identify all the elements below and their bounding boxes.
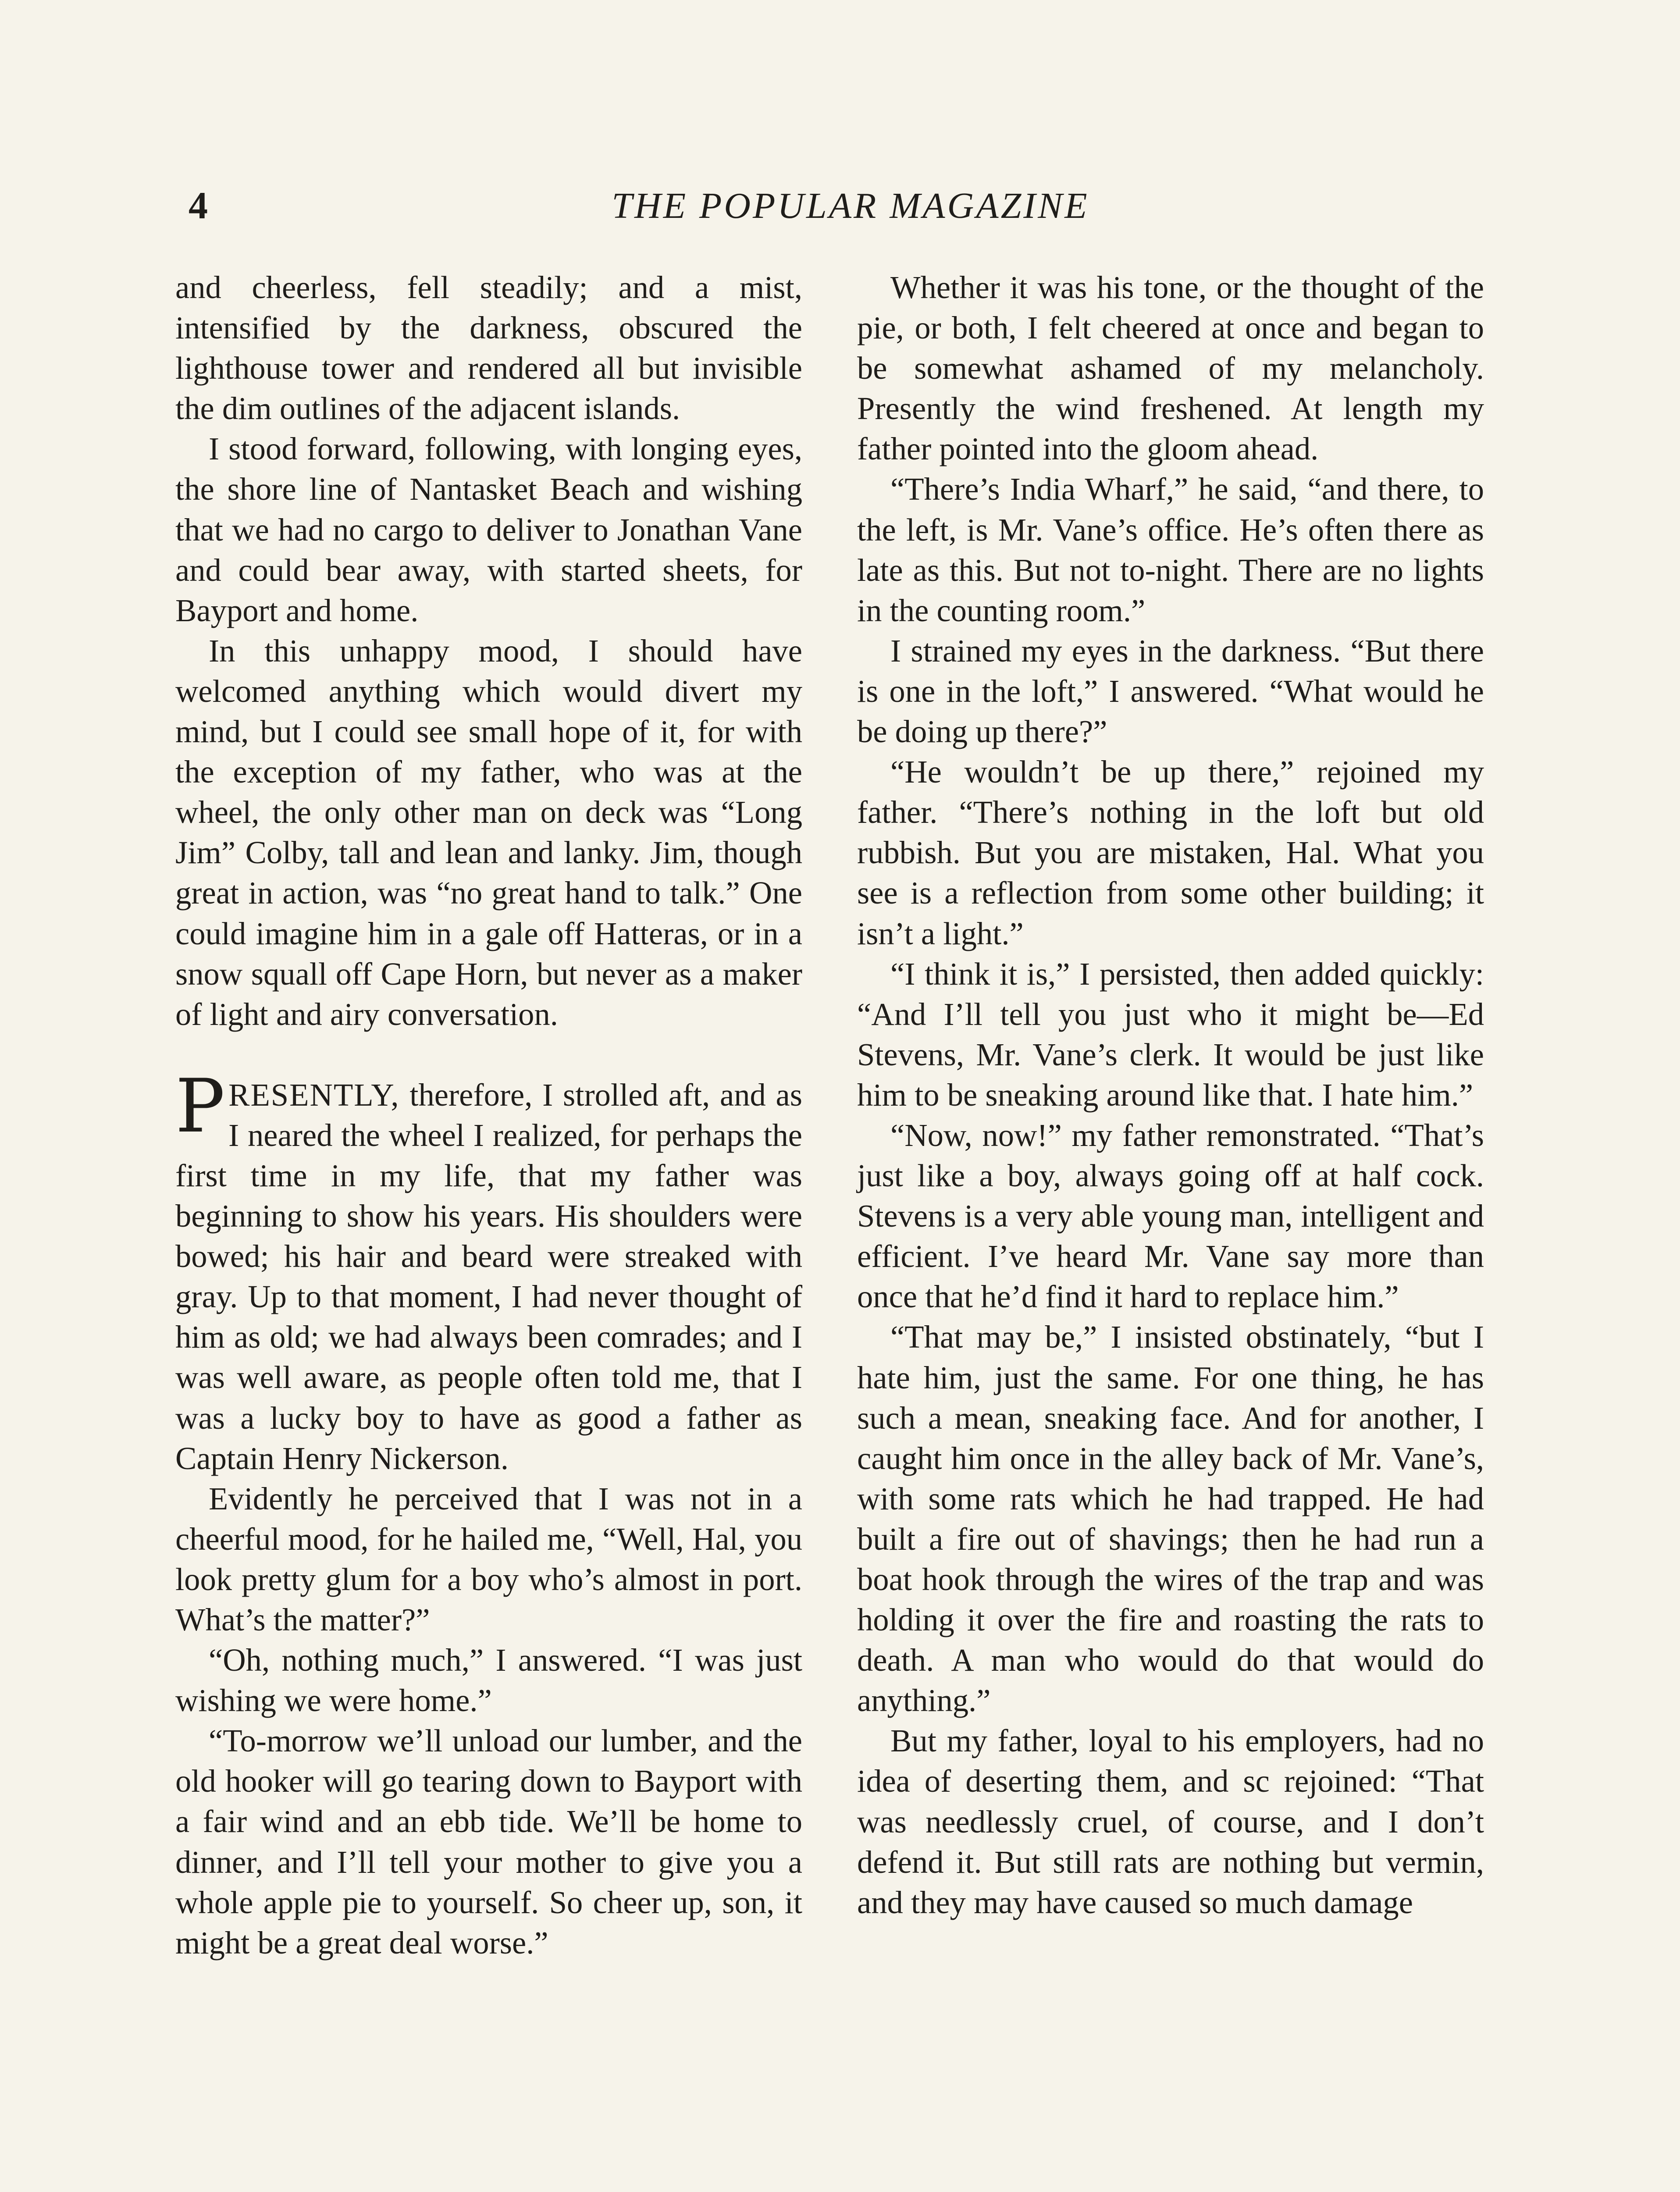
paragraph: Evidently he perceived that I was not in a cheerful mood, for he hailed me, “Well, Hal, you look pretty glum for a boy who’s almost in port. What’s the matter?” (175, 1480, 802, 1637)
page-header (189, 180, 1513, 246)
drop-cap: P (175, 1063, 225, 1149)
page-number: 4 (189, 185, 208, 227)
running-title: THE POPULAR MAGAZINE (612, 185, 1089, 226)
right-text-column (857, 267, 1484, 1923)
lead-word: RESENTLY, (228, 1077, 400, 1113)
paragraph: “That may be,” I insisted obstinately, “but I hate him, just the same. For one thing, he has such a mean, sneaking face. And for another, I caught him once in the alley back of Mr. Vane’s, with some rats which he had trapped. He had built a fire out of shavings; then he had run a boat hook through the wires of the trap and was holding it over the fire and roasting the rats to death. A man who would do that would do anything.” (857, 1319, 1484, 1719)
paragraph: I strained my eyes in the darkness. “But there is one in the loft,” I answered. “What would he be doing up there?” (857, 633, 1484, 750)
paragraph: Whether it was his tone, or the thought of the pie, or both, I felt cheered at once and began to be somewhat ashamed of my melancholy. Presently the wind freshened. At length my father pointed into the gloom ahead. (857, 270, 1484, 467)
paragraph: “He wouldn’t be up there,” rejoined my father. “There’s nothing in the loft but old rubbish. But you are mistaken, Hal. What you see is a reflection from some other building; it isn’t a light.” (857, 754, 1484, 951)
section-opening-paragraph (175, 1063, 802, 1479)
paragraph: “To-morrow we’ll unload our lumber, and the old hooker will go tearing down to Bayport with a fair wind and an ebb tide. We’ll be home to dinner, and I’ll tell your mother to give you a whole apple pie to yourself. So cheer up, son, it might be a great deal worse.” (175, 1723, 802, 1961)
paragraph: I stood forward, following, with longing eyes, the shore line of Nantasket Beach and wishing that we had no cargo to deliver to Jonathan Vane and could bear away, with started sheets, for Bayport and home. (175, 431, 802, 628)
paragraph: “There’s India Wharf,” he said, “and there, to the left, is Mr. Vane’s office. He’s often there as late as this. But not to-night. There are no lights in the counting room.” (857, 471, 1484, 628)
paragraph: “I think it is,” I persisted, then added quickly: “And I’ll tell you just who it might be—Ed Stevens, Mr. Vane’s clerk. It would be just like him to be sneaking around like that. I hate him.” (857, 956, 1484, 1113)
paragraph: “Now, now!” my father remonstrated. “That’s just like a boy, always going off at half cock. Stevens is a very able young man, intelligent and efficient. I’ve heard Mr. Vane say more than once that he’d find it hard to replace him.” (857, 1117, 1484, 1315)
paragraph: “Oh, nothing much,” I answered. “I was just wishing we were home.” (175, 1642, 802, 1719)
paragraph: and cheerless, fell steadily; and a mist, intensified by the darkness, obscured the lighthouse tower and rendered all but invisible the dim outlines of the adjacent islands. (175, 270, 802, 427)
left-text-column (175, 267, 802, 1963)
paragraph: In this unhappy mood, I should have welcomed anything which would divert my mind, but I could see small hope of it, for with the exception of my father, who was at the wheel, the only other man on deck was “Long Jim” Colby, tall and lean and lanky. Jim, though great in action, was “no great hand to talk.” One could imagine him in a gale off Hatteras, or in a snow squall off Cape Horn, but never as a maker of light and airy conversation. (175, 633, 802, 1032)
paragraph-text: therefore, I strolled aft, and as I neared the wheel I realized, for perhaps the first time in my life, that my father was beginning to show his years. His shoulders were bowed; his hair and beard were streaked with gray. Up to that moment, I had never thought of him as old; we had always been comrades; and I was well aware, as people often told me, that I was a lucky boy to have as good a father as Captain Henry Nickerson. (175, 1077, 802, 1476)
paragraph: But my father, loyal to his employers, had no idea of deserting them, and sc rejoined: “That was needlessly cruel, of course, and I don’t defend it. But still rats are nothing but vermin, and they may have caused so much damage (857, 1723, 1484, 1920)
